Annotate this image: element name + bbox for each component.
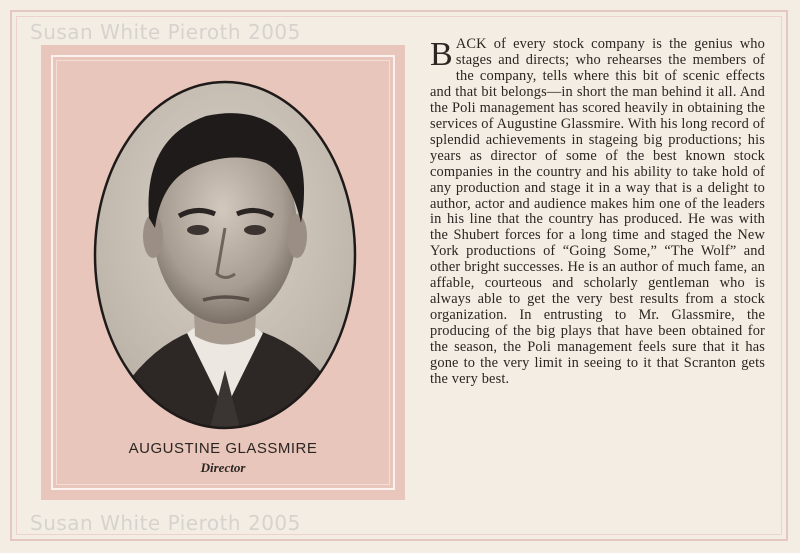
portrait-role: Director [200,460,246,475]
article-paragraph [430,37,765,388]
portrait-name: AUGUSTINE GLASSMIRE [128,440,318,457]
article-text [430,37,765,388]
portrait-photo [91,78,359,432]
watermark-top: Susan White Pieroth 2005 [30,20,301,44]
article-body: ACK of every stock company is the genius who stages and directs; who rehearses the members of the company, tells where this bit of scenic effects and that bit belongs—in short the man behind it all. And the Poli management has scored heavily in obtaining the services of Augustine Glassmire. With his long record of splendid achievements in stageing big productions; his years as director of some of the best known stock companies in the country and his ability to take hold of any production and stage it in a way that is a delight to author, actor and audience makes him one of the leaders in his line that the country has produced. He was with the Shubert forces for a long time and staged the New York productions of “Going Some,” “The Wolf” and other bright successes. He is an author of much fame, an affable, courteous and scholarly gentleman who is always able to get the very best results from a stock organization. In entrusting to Mr. Glassmire, the producing of the big plays that have been obtained for the season, the Poli management feels sure that it has gone to the very limit in seeing to it that Scranton gets the very best. [430,36,765,388]
portrait-panel [41,45,405,500]
watermark-bottom: Susan White Pieroth 2005 [30,511,301,535]
drop-cap: B [430,36,453,73]
